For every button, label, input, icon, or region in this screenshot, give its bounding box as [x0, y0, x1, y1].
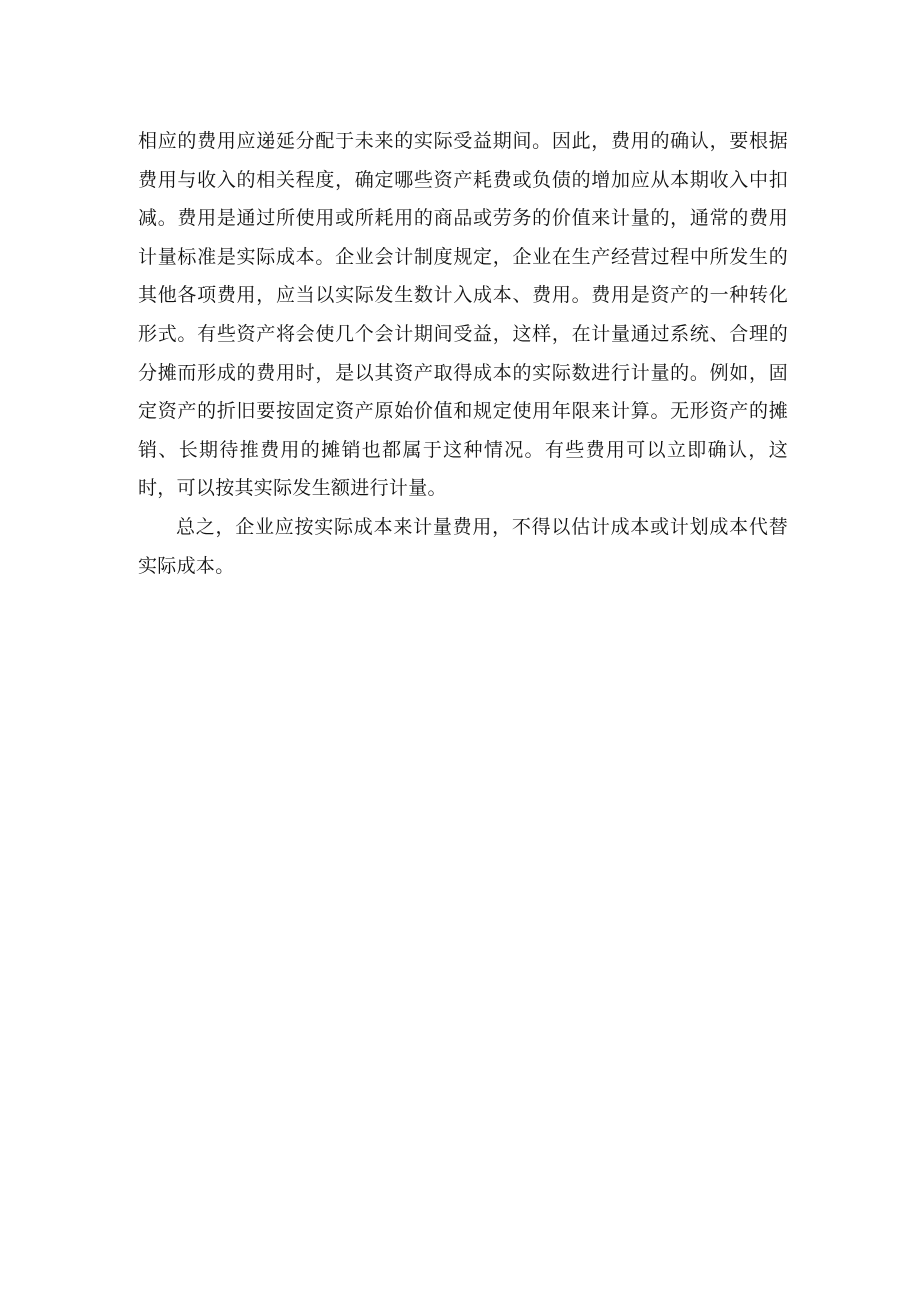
body-paragraph-2: 总之，企业应按实际成本来计量费用，不得以估计成本或计划成本代替实际成本。 [138, 515, 788, 577]
document-body [138, 122, 788, 585]
body-paragraph-1: 相应的费用应递延分配于未来的实际受益期间。因此，费用的确认，要根据费用与收入的相关程度，确定哪些资产耗费或负债的增加应从本期收入中扣减。费用是通过所使用或所耗用的商品或劳务的价值来计量的，通常的费用计量标准是实际成本。企业会计制度规定，企业在生产经营过程中所发生的其他各项费用，应当以实际发生数计入成本、费用。费用是资产的一种转化形式。有些资产将会使几个会计期间受益，这样，在计量通过系统、合理的分摊而形成的费用时，是以其资产取得成本的实际数进行计量的。例如，固定资产的折旧要按固定资产原始价值和规定使用年限来计算。无形资产的摊销、长期待推费用的摊销也都属于这种情况。有些费用可以立即确认，这时，可以按其实际发生额进行计量。 [138, 130, 788, 500]
